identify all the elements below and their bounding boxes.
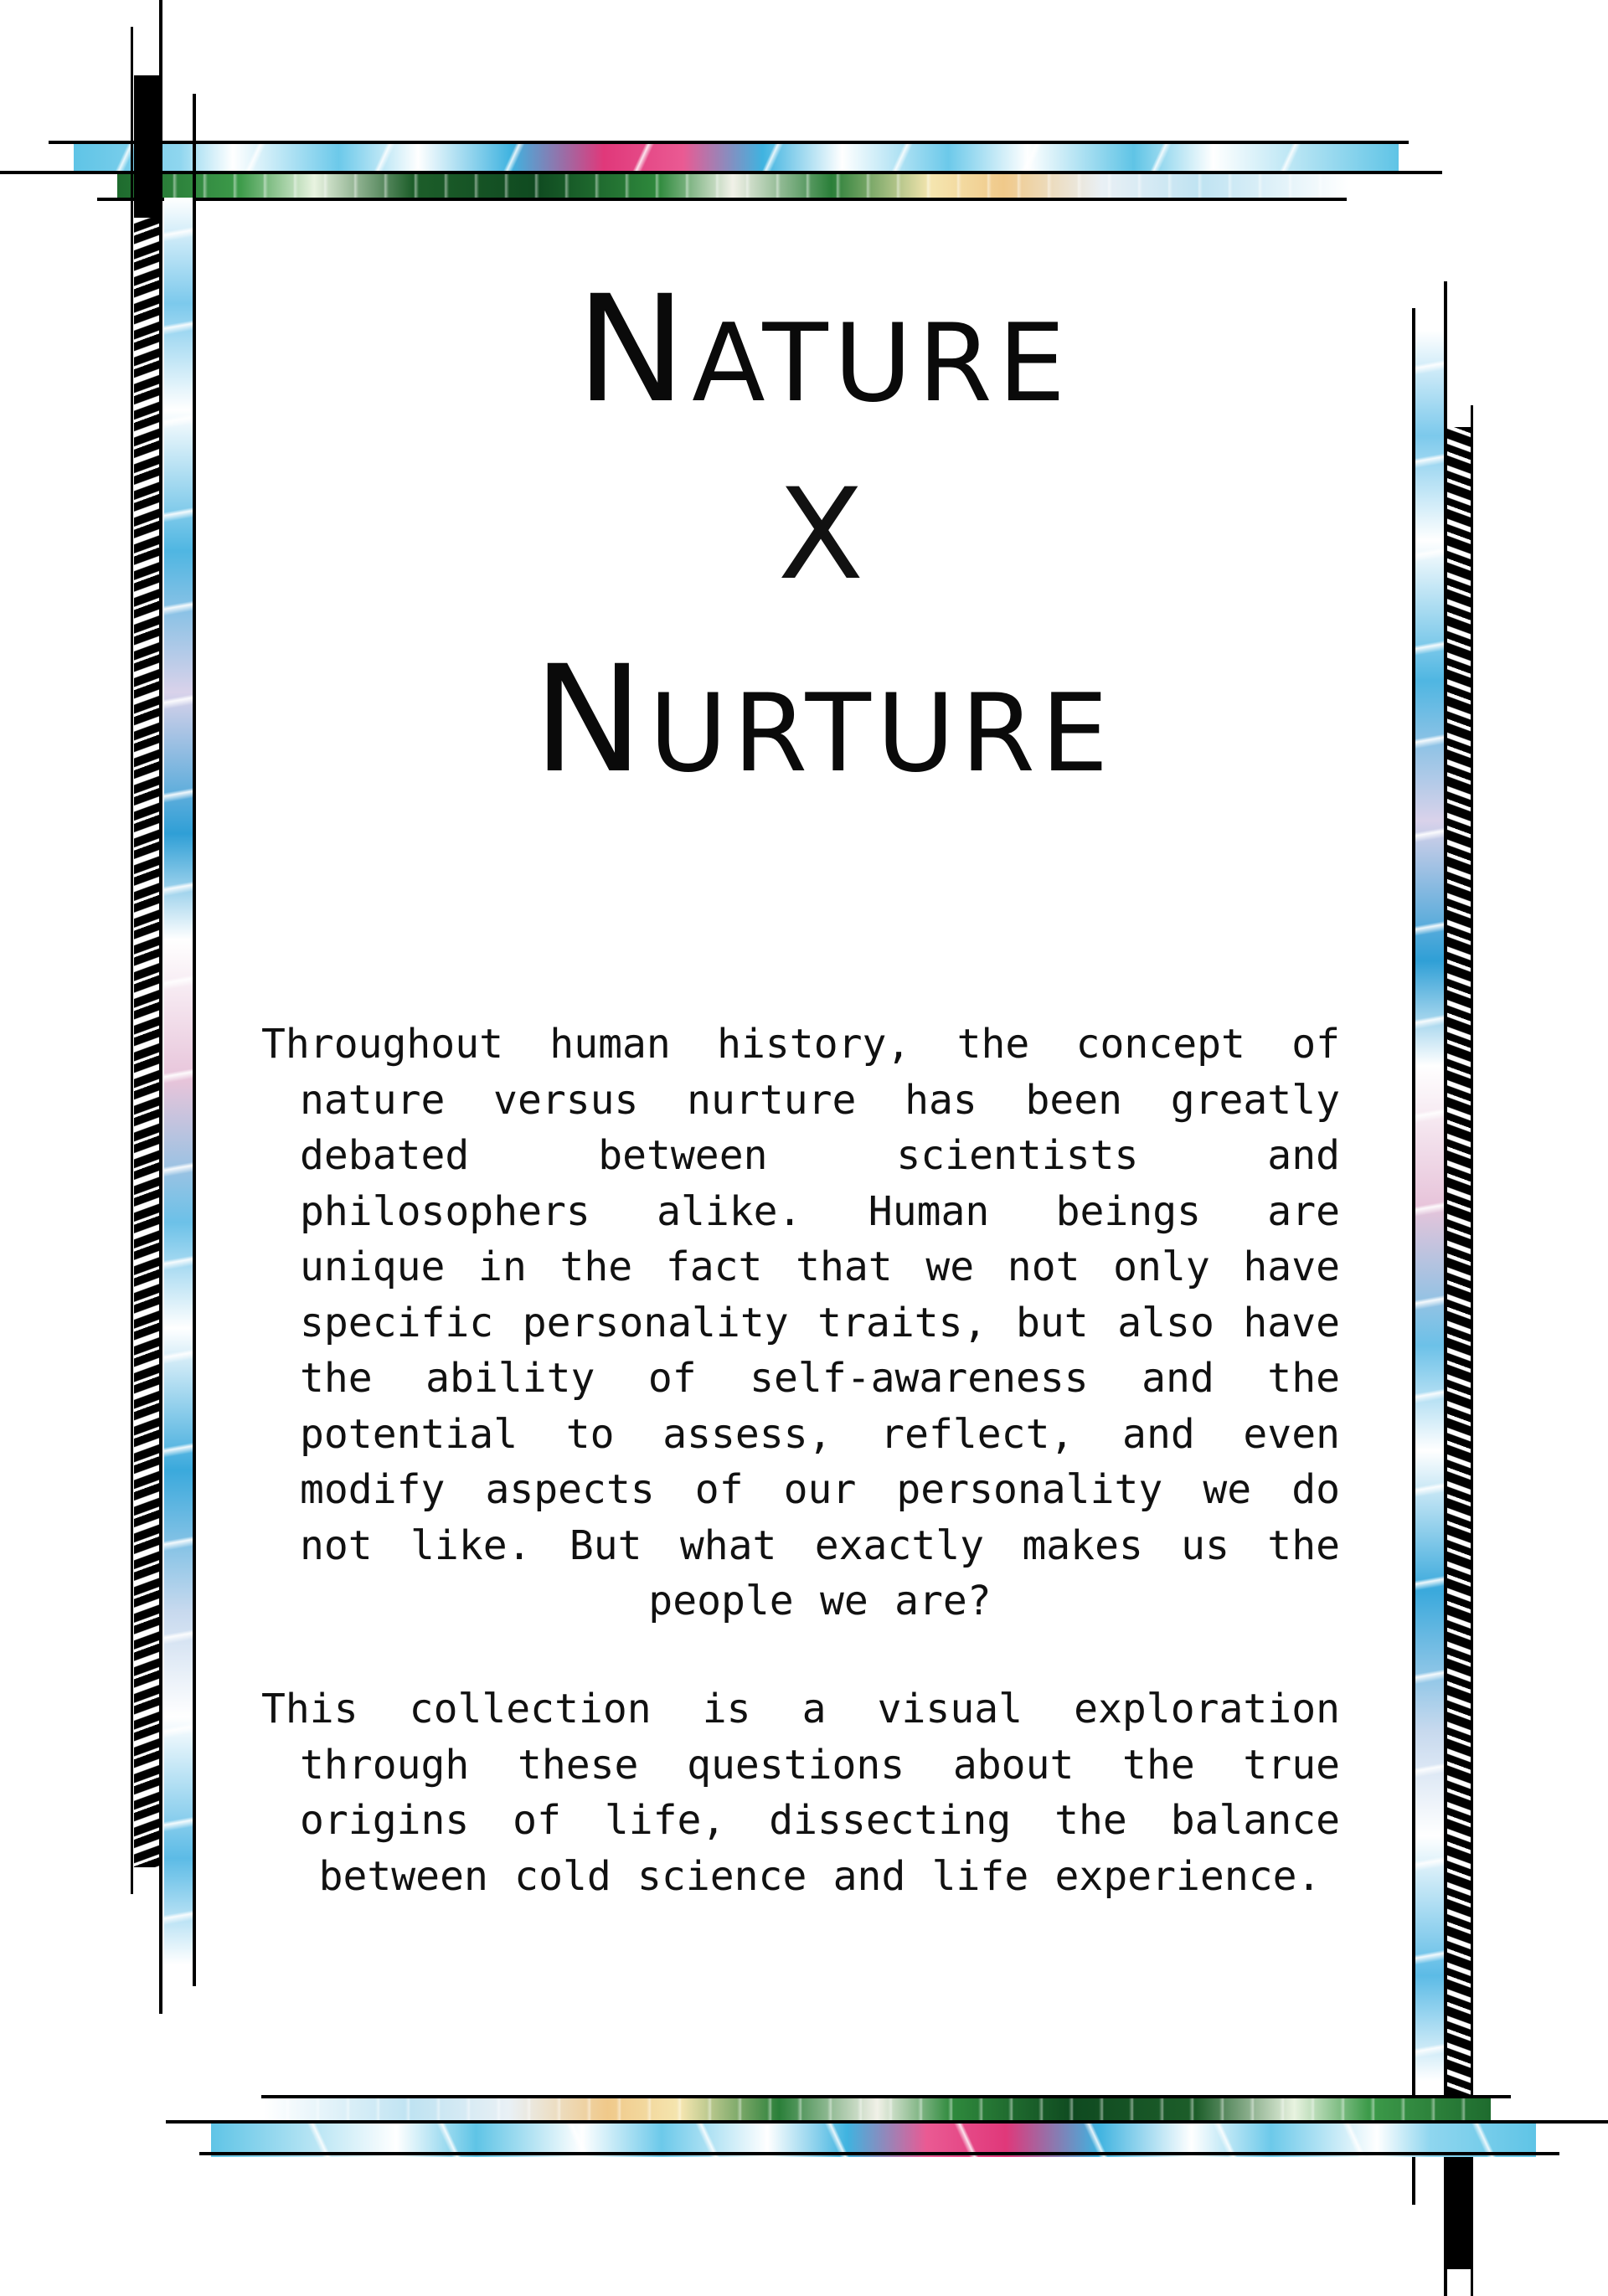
top-frame-line-3 [97,198,1347,201]
title-nurture-rest: URTURE [648,672,1115,796]
intro-paragraph-text: Throughout human history, the concept of nature versus nurture has been greatly debated between scientists and philosophers alike. Human beings are unique in the fact that we not only have specific personality traits, but also have the ability of self-awareness and the potential to assess, reflect, and even modify aspects of our personality we do not like. But what exactly makes us the people we are? [261,1021,1340,1624]
title-nature-initial: N [575,264,693,435]
title-x: X [777,462,864,608]
title-nurture [6,634,1608,806]
top-frame-line-1 [49,141,1409,144]
top-green-collage-strip [117,174,1348,199]
left-solid-bar [134,75,162,218]
bottom-frame-line-3 [199,2152,1559,2155]
bottom-frame-line-2 [166,2120,1608,2124]
title-nature-rest: ATURE [692,301,1072,426]
bottom-frame-line-1 [261,2095,1511,2098]
bottom-green-collage-strip [264,2098,1491,2123]
top-frame-line-2 [0,171,1442,174]
intro-paragraph [261,1017,1340,1629]
page-title [0,264,1608,806]
top-collage-strip [74,141,1399,174]
title-nurture-initial: N [533,634,649,806]
title-nature [6,264,1608,435]
collection-paragraph [261,1681,1340,1904]
collection-paragraph-text: This collection is a visual exploration through these questions about the true origins of life, dissecting the balance between cold science and life experience. [261,1686,1340,1900]
